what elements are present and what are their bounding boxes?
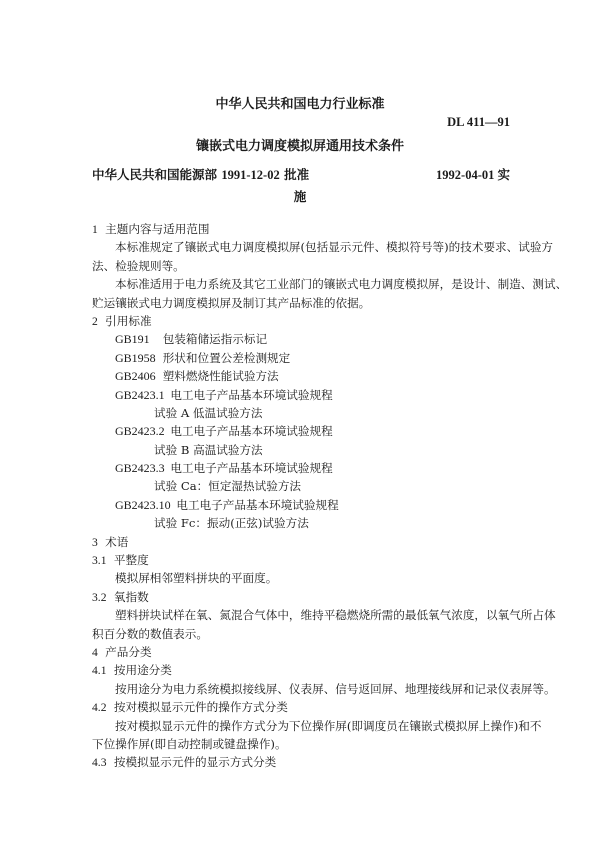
reference-code: GB2423.10 — [115, 497, 171, 512]
implementation-date: 1992-04-01 — [436, 168, 495, 182]
document-body — [92, 220, 568, 772]
section-heading-3: 3 术语 — [92, 534, 129, 549]
reference-item — [92, 386, 522, 404]
reference-item — [92, 496, 522, 514]
reference-code: GB191 — [115, 332, 150, 347]
reference-title: 包装箱储运指示标记 — [162, 332, 268, 347]
approval-authority: 中华人民共和国能源部 — [92, 167, 218, 182]
reference-code: GB1958 — [115, 350, 156, 365]
reference-item — [92, 459, 522, 477]
reference-title: 形状和位置公差检测规定 — [162, 350, 291, 365]
approval-line — [92, 165, 309, 183]
document-title: 镶嵌式电力调度模拟屏通用技术条件 — [195, 139, 404, 154]
reference-subtitle: 试验 Ca：恒定湿热试验方法 — [154, 479, 302, 494]
subsection-heading-4-2: 4.2 按对模拟显示元件的操作方式分类 — [92, 700, 288, 715]
implementation-label-1: 实 — [497, 167, 510, 182]
approval-date: 1991-12-02 — [221, 168, 280, 182]
reference-subtitle: 试验 B 高温试验方法 — [154, 442, 263, 457]
section-heading-4: 4 产品分类 — [92, 644, 152, 659]
paragraph-line: 本标准规定了镶嵌式电力调度模拟屏(包括显示元件、模拟符号等)的技术要求、试验方 — [115, 240, 554, 255]
reference-code: GB2423.1 — [115, 387, 165, 402]
reference-item — [92, 330, 522, 348]
reference-title: 电工电子产品基本环境试验规程 — [170, 461, 333, 476]
paragraph-line: 模拟屏相邻塑料拼块的平面度。 — [115, 571, 278, 586]
subsection-heading-4-1: 4.1 按用途分类 — [92, 663, 172, 678]
issuing-organization: 中华人民共和国电力行业标准 — [215, 97, 385, 112]
reference-title: 电工电子产品基本环境试验规程 — [170, 387, 333, 402]
reference-code: GB2423.3 — [115, 461, 165, 476]
reference-code: GB2423.2 — [115, 424, 165, 439]
standard-code: DL 411—91 — [447, 115, 510, 129]
reference-item — [92, 422, 522, 440]
paragraph-line: 贮运镶嵌式电力调度模拟屏及制订其产品标准的依据。 — [92, 295, 371, 310]
reference-item — [92, 349, 522, 367]
reference-title: 电工电子产品基本环境试验规程 — [170, 424, 333, 439]
reference-title: 电工电子产品基本环境试验规程 — [176, 497, 339, 512]
reference-subtitle: 试验 A 低温试验方法 — [154, 405, 263, 420]
implementation-line — [436, 165, 510, 183]
implementation-label-2: 施 — [293, 189, 307, 204]
paragraph-line: 法、检验规则等。 — [92, 258, 185, 273]
paragraph-line: 塑料拼块试样在氧、氮混合气体中，维持平稳燃烧所需的最低氧气浓度，以氧气所占体 — [115, 608, 556, 623]
paragraph-line: 按对模拟显示元件的操作方式分为下位操作屏(即调度员在镶嵌式模拟屏上操作)和不 — [115, 718, 542, 733]
subsection-heading-3-2: 3.2 氧指数 — [92, 589, 149, 604]
reference-subtitle: 试验 Fc：振动(正弦)试验方法 — [154, 516, 309, 531]
section-heading-2: 2 引用标准 — [92, 313, 152, 328]
section-heading-1: 1 主题内容与适用范围 — [92, 222, 210, 236]
paragraph-line: 按用途分为电力系统模拟接线屏、仪表屏、信号返回屏、地理接线屏和记录仪表屏等。 — [115, 681, 556, 696]
paragraph-line: 积百分数的数值表示。 — [92, 626, 208, 641]
subsection-heading-4-3: 4.3 按模拟显示元件的显示方式分类 — [92, 755, 277, 770]
paragraph-line: 本标准适用于电力系统及其它工业部门的镶嵌式电力调度模拟屏，是设计、制造、测试、 — [115, 277, 568, 292]
reference-code: GB2406 — [115, 369, 156, 384]
approval-label: 批准 — [284, 167, 310, 182]
reference-title: 塑料燃烧性能试验方法 — [162, 369, 279, 384]
reference-item — [92, 367, 522, 385]
subsection-heading-3-1: 3.1 平整度 — [92, 553, 149, 568]
paragraph-line: 下位操作屏(即自动控制或键盘操作)。 — [92, 736, 287, 751]
